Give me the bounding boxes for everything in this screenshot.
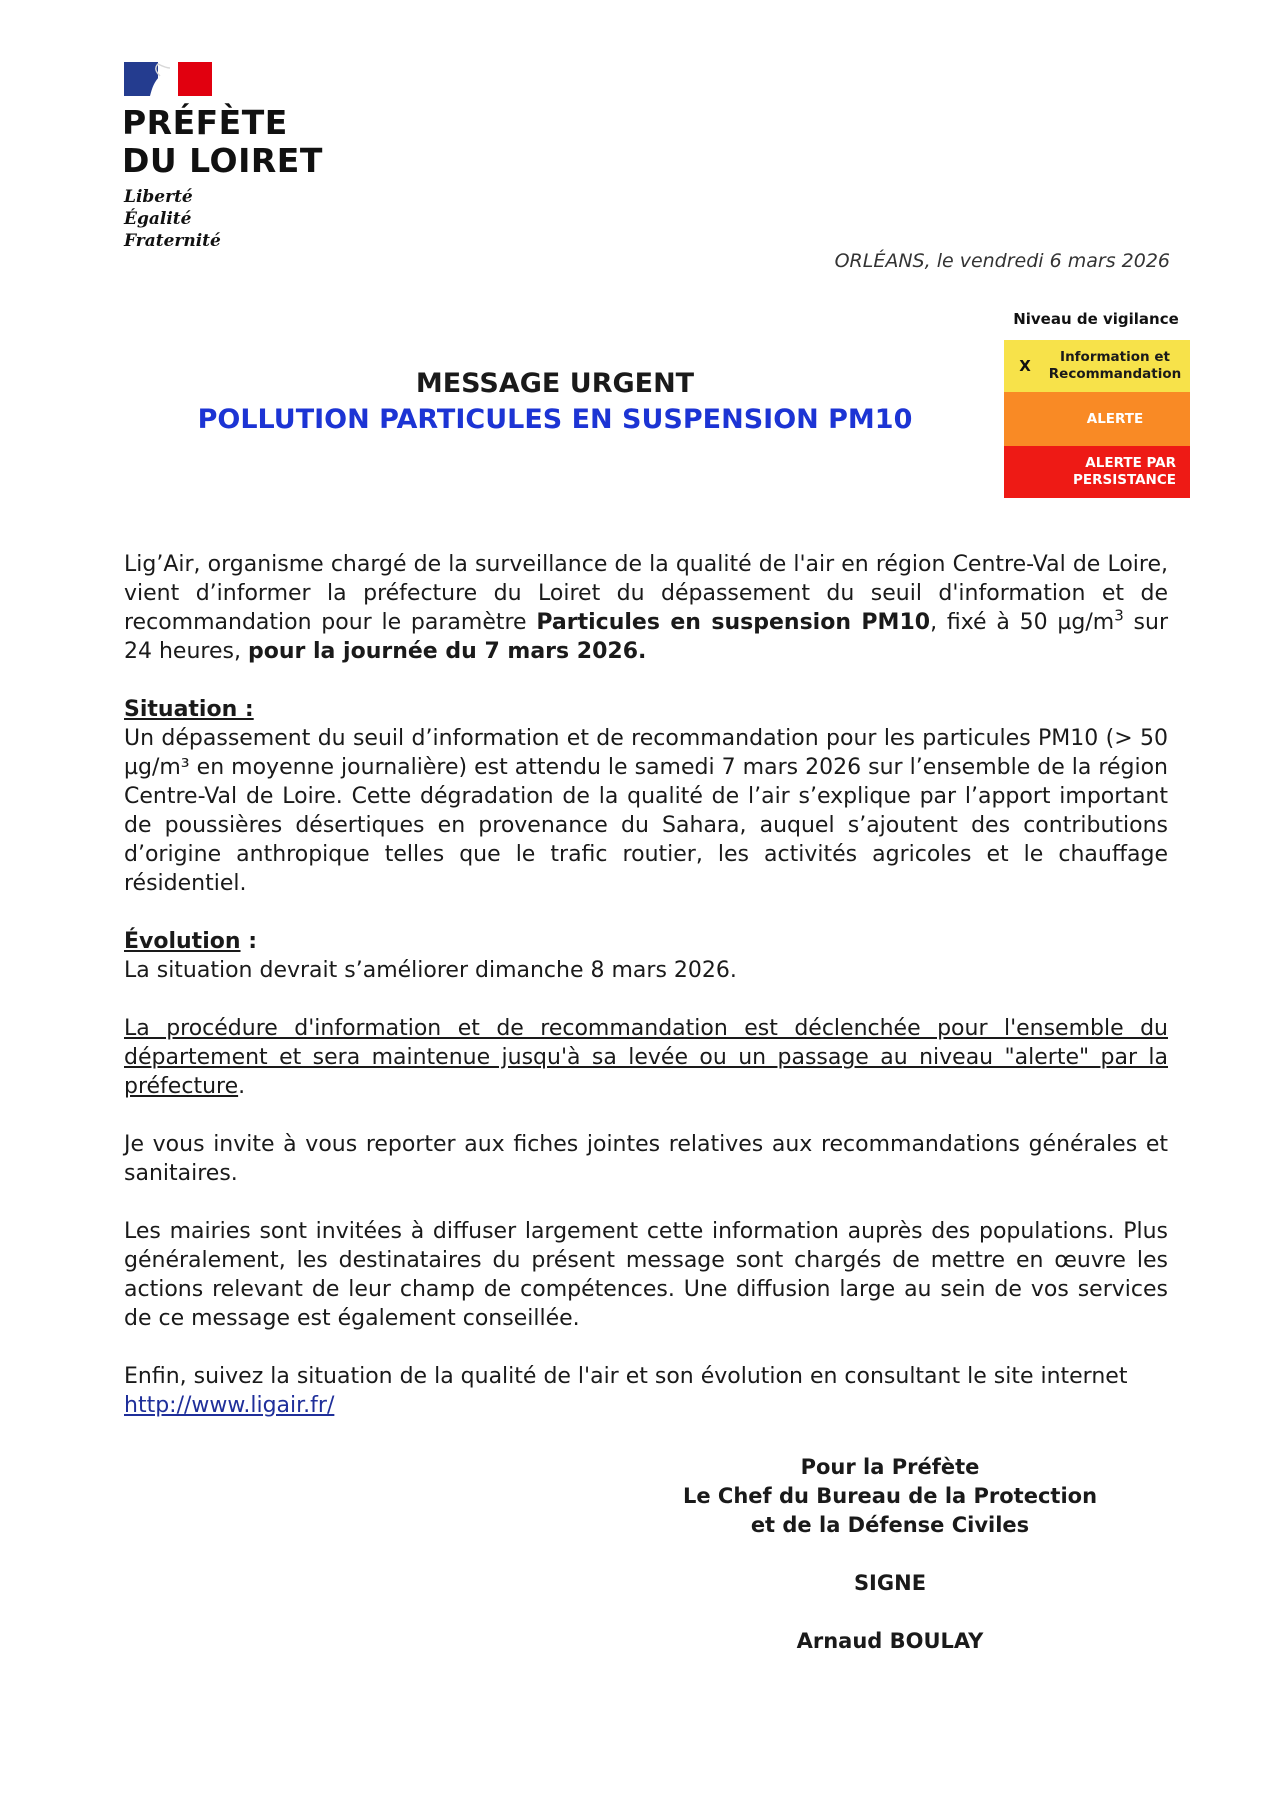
motto-egalite: Égalité (124, 209, 192, 229)
evolution-paragraph: La situation devrait s’améliorer dimanche 8 mars 2026. (124, 958, 737, 983)
marianne-logo-icon (124, 62, 212, 96)
title-subject: POLLUTION PARTICULES EN SUSPENSION PM10 (197, 404, 913, 435)
evolution-heading-row (124, 927, 1168, 956)
signatory-name: Arnaud BOULAY (796, 1629, 984, 1653)
vigilance-selected-mark: X (1019, 356, 1031, 375)
vigilance-alerte-label: ALERTE (1086, 410, 1144, 427)
prefecture-line-2: DU LOIRET (122, 141, 323, 180)
invite-paragraph: Je vous invite à vous reporter aux fiches jointes relatives aux recommandations générales et sanitaires. (124, 1132, 1168, 1186)
document-date: ORLÉANS, le vendredi 6 mars 2026 (834, 250, 1170, 272)
vigilance-level-information (1004, 340, 1190, 392)
intro-text-2: , fixé à 50 µg/m (930, 610, 1115, 635)
vigilance-persistance-label (1004, 455, 1190, 489)
signature-line-2: Le Chef du Bureau de la Protection (682, 1484, 1098, 1508)
vigilance-level-persistance (1004, 446, 1190, 498)
intro-text-1: Lig’Air, organisme chargé de la surveillance de la qualité de l'air en région Centre-Val de Loire, vient d’informer la préfecture du Loiret du dépassement du seuil d'information et de recommandation pour le paramètre (124, 552, 1168, 635)
vigilance-persist-line-1: ALERTE PAR (1085, 455, 1176, 471)
procedure-text: La procédure d'information et de recommandation est déclenchée pour l'ensemble du département et sera maintenue jusqu'à sa levée ou un passage au niveau "alerte" par la préfecture (124, 1016, 1168, 1099)
motto-liberte: Liberté (124, 187, 193, 207)
procedure-suffix: . (238, 1074, 246, 1099)
signature-line-3: et de la Défense Civiles (750, 1513, 1030, 1537)
message-body (124, 550, 1168, 1449)
vigilance-title: Niveau de vigilance (1013, 310, 1179, 328)
vigilance-level-alerte (1004, 392, 1190, 446)
intro-text-3: sur 24 heures, (124, 610, 1168, 664)
vigilance-info-line-2: Recommandation (1048, 366, 1182, 382)
procedure-paragraph (124, 1014, 1168, 1101)
vigilance-info-line-1: Information et (1060, 349, 1170, 365)
intro-superscript: 3 (1114, 606, 1124, 625)
evolution-heading-suffix: : (240, 929, 257, 954)
situation-heading-row (124, 695, 1168, 724)
intro-parameter: Particules en suspension PM10 (536, 610, 931, 635)
vigilance-level-label (1046, 349, 1190, 383)
evolution-heading: Évolution (124, 929, 241, 954)
intro-paragraph (124, 550, 1168, 666)
situation-heading: Situation : (124, 697, 254, 722)
enfin-paragraph (124, 1362, 1168, 1420)
signature-spacer-2 (620, 1598, 1160, 1627)
mairies-paragraph: Les mairies sont invitées à diffuser largement cette information auprès des populations. Plus généralement, les destinataires du présent message sont chargés de mettre en œuvre les actions relevant de leur champ de compétences. Une diffusion large au sein de vos services de ce message est également conseillée. (124, 1219, 1168, 1331)
motto-fraternite: Fraternité (124, 231, 221, 251)
prefecture-title (122, 104, 323, 180)
intro-date: pour la journée du 7 mars 2026. (247, 639, 647, 664)
title-main: MESSAGE URGENT (415, 368, 695, 399)
situation-paragraph: Un dépassement du seuil d’information et de recommandation pour les particules PM10 (> 50 µg/m³ en moyenne journalière) est attendu le samedi 7 mars 2026 sur l’ensemble de la région Centre-Val de Loire. Cette dégradation de la qualité de l’air s’explique par l’apport important de poussières désertiques en provenance du Sahara, auquel s’ajoutent des contributions d’origine anthropique telles que le trafic routier, les activités agricoles et le chauffage résidentiel. (124, 726, 1168, 896)
signature-signed: SIGNE (853, 1571, 927, 1595)
signature-block (620, 1453, 1160, 1656)
republic-motto (124, 186, 221, 252)
vigilance-scale (1004, 340, 1190, 498)
prefecture-line-1: PRÉFÈTE (122, 103, 288, 142)
enfin-text: Enfin, suivez la situation de la qualité de l'air et son évolution en consultant le site internet (124, 1364, 1128, 1389)
signature-line-1: Pour la Préfète (800, 1455, 980, 1479)
message-title (130, 366, 980, 438)
signature-spacer (620, 1540, 1160, 1569)
ligair-link[interactable]: http://www.ligair.fr/ (124, 1393, 335, 1418)
vigilance-persist-line-2: PERSISTANCE (1072, 472, 1176, 488)
